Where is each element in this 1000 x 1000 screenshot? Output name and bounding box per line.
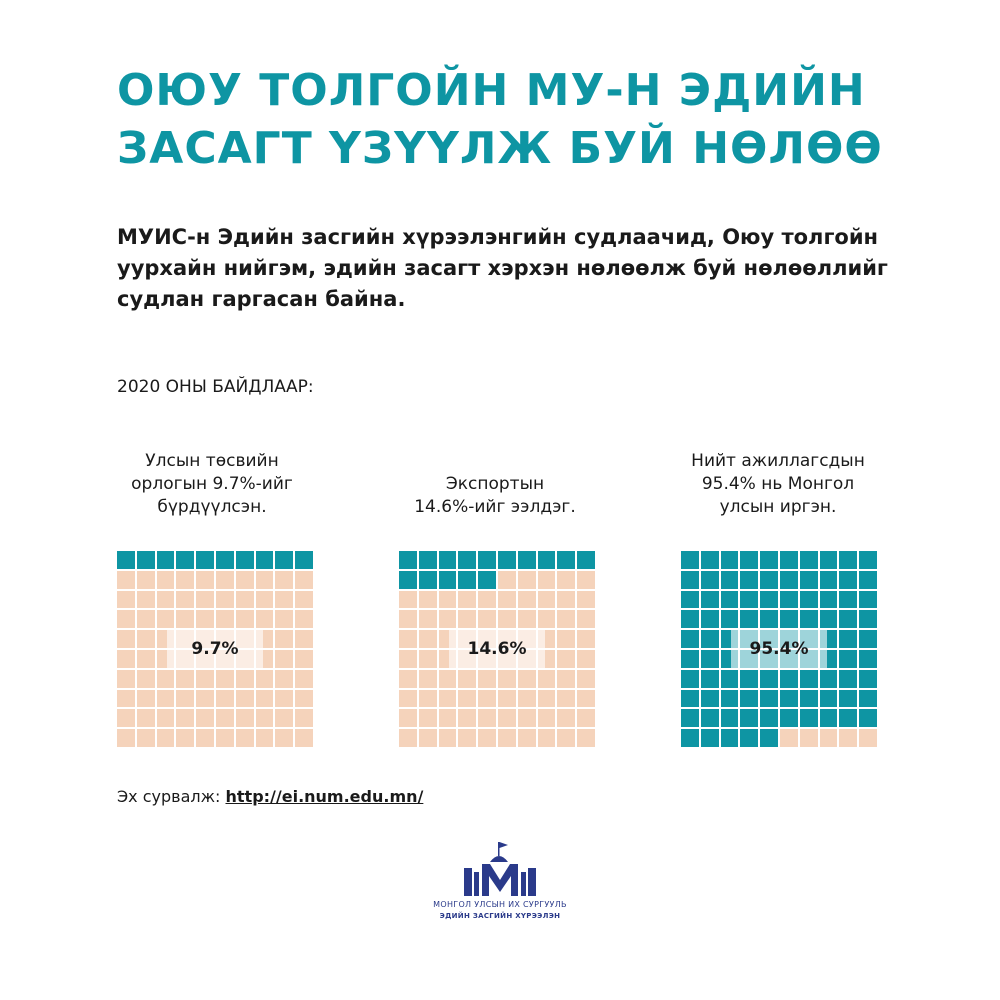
waffle-cell-empty bbox=[518, 709, 536, 727]
waffle-cell-empty bbox=[478, 690, 496, 708]
waffle-cell-empty bbox=[275, 630, 293, 648]
waffle-cell-empty bbox=[577, 591, 595, 609]
waffle-chart-budget bbox=[117, 551, 313, 747]
waffle-cell-empty bbox=[439, 709, 457, 727]
waffle-cell-empty bbox=[117, 610, 135, 628]
waffle-cell-empty bbox=[117, 690, 135, 708]
waffle-cell-empty bbox=[157, 610, 175, 628]
waffle-cell-filled bbox=[701, 670, 719, 688]
waffle-cell-filled bbox=[740, 610, 758, 628]
waffle-cell-empty bbox=[236, 591, 254, 609]
waffle-cell-filled bbox=[740, 690, 758, 708]
waffle-cell-empty bbox=[117, 709, 135, 727]
waffle-cell-empty bbox=[236, 670, 254, 688]
waffle-cell-empty bbox=[557, 650, 575, 668]
waffle-cell-empty bbox=[419, 610, 437, 628]
title-line-1: ОЮУ ТОЛГОЙН МУ-Н ЭДИЙН bbox=[117, 65, 866, 116]
waffle-cell-empty bbox=[538, 610, 556, 628]
waffle-cell-filled bbox=[820, 591, 838, 609]
waffle-cell-empty bbox=[256, 571, 274, 589]
waffle-cell-empty bbox=[196, 690, 214, 708]
caption-line: Улсын төсвийн bbox=[145, 451, 279, 471]
caption-line: Экспортын bbox=[445, 474, 545, 494]
waffle-cell-empty bbox=[157, 690, 175, 708]
waffle-cell-filled bbox=[157, 551, 175, 569]
waffle-cell-filled bbox=[740, 551, 758, 569]
waffle-cell-filled bbox=[780, 551, 798, 569]
waffle-cell-empty bbox=[498, 610, 516, 628]
waffle-cell-empty bbox=[275, 591, 293, 609]
waffle-cell-filled bbox=[701, 650, 719, 668]
waffle-cell-filled bbox=[859, 670, 877, 688]
waffle-cell-empty bbox=[498, 571, 516, 589]
waffle-cell-empty bbox=[518, 670, 536, 688]
waffle-cell-filled bbox=[681, 630, 699, 648]
waffle-cell-filled bbox=[839, 630, 857, 648]
waffle-chart-workforce bbox=[681, 551, 877, 747]
waffle-cell-empty bbox=[839, 729, 857, 747]
waffle-cell-filled bbox=[839, 709, 857, 727]
waffle-cell-empty bbox=[117, 650, 135, 668]
waffle-cell-empty bbox=[419, 709, 437, 727]
waffle-cell-empty bbox=[419, 690, 437, 708]
waffle-cell-filled bbox=[740, 670, 758, 688]
waffle-cell-filled bbox=[681, 650, 699, 668]
waffle-cell-empty bbox=[196, 571, 214, 589]
waffle-cell-empty bbox=[236, 729, 254, 747]
waffle-cell-empty bbox=[538, 571, 556, 589]
waffle-cell-filled bbox=[701, 729, 719, 747]
waffle-cell-empty bbox=[216, 709, 234, 727]
waffle-cell-filled bbox=[859, 650, 877, 668]
waffle-cell-empty bbox=[478, 610, 496, 628]
waffle-cell-filled bbox=[681, 690, 699, 708]
section-label: 2020 ОНЫ БАЙДЛААР: bbox=[117, 377, 314, 397]
waffle-cell-empty bbox=[577, 630, 595, 648]
waffle-cell-filled bbox=[236, 551, 254, 569]
waffle-cell-filled bbox=[760, 551, 778, 569]
waffle-cell-filled bbox=[839, 670, 857, 688]
waffle-cell-filled bbox=[256, 551, 274, 569]
waffle-cell-empty bbox=[478, 709, 496, 727]
waffle-cell-filled bbox=[117, 551, 135, 569]
waffle-cell-empty bbox=[295, 571, 313, 589]
waffle-cell-empty bbox=[216, 690, 234, 708]
waffle-cell-empty bbox=[557, 729, 575, 747]
waffle-cell-empty bbox=[458, 591, 476, 609]
waffle-cell-filled bbox=[721, 729, 739, 747]
waffle-cell-empty bbox=[800, 729, 818, 747]
waffle-cell-filled bbox=[721, 571, 739, 589]
waffle-cell-filled bbox=[439, 551, 457, 569]
waffle-cell-empty bbox=[820, 729, 838, 747]
waffle-cell-filled bbox=[820, 709, 838, 727]
waffle-cell-empty bbox=[176, 591, 194, 609]
waffle-cell-empty bbox=[419, 650, 437, 668]
waffle-cell-empty bbox=[518, 610, 536, 628]
waffle-cell-empty bbox=[557, 630, 575, 648]
waffle-cell-empty bbox=[196, 591, 214, 609]
waffle-cell-empty bbox=[295, 670, 313, 688]
waffle-cell-empty bbox=[399, 591, 417, 609]
waffle-cell-empty bbox=[498, 591, 516, 609]
waffle-cell-empty bbox=[439, 610, 457, 628]
caption-line: бүрдүүлсэн. bbox=[157, 497, 267, 517]
waffle-cell-empty bbox=[117, 571, 135, 589]
waffle-cell-empty bbox=[176, 571, 194, 589]
waffle-cell-empty bbox=[196, 709, 214, 727]
waffle-cell-filled bbox=[859, 571, 877, 589]
waffle-cell-filled bbox=[820, 690, 838, 708]
waffle-cell-filled bbox=[681, 709, 699, 727]
waffle-cell-empty bbox=[577, 690, 595, 708]
waffle-cell-filled bbox=[295, 551, 313, 569]
waffle-cell-filled bbox=[839, 591, 857, 609]
waffle-cell-empty bbox=[399, 650, 417, 668]
waffle-cell-filled bbox=[740, 571, 758, 589]
waffle-cell-empty bbox=[478, 591, 496, 609]
waffle-cell-empty bbox=[137, 610, 155, 628]
waffle-cell-empty bbox=[439, 670, 457, 688]
waffle-cell-empty bbox=[295, 630, 313, 648]
waffle-cell-empty bbox=[137, 729, 155, 747]
waffle-value-label: 95.4% bbox=[731, 629, 827, 669]
waffle-cell-empty bbox=[577, 650, 595, 668]
waffle-cell-empty bbox=[256, 591, 274, 609]
waffle-cell-filled bbox=[721, 690, 739, 708]
waffle-cell-empty bbox=[399, 670, 417, 688]
waffle-cell-filled bbox=[859, 630, 877, 648]
waffle-cell-empty bbox=[439, 591, 457, 609]
waffle-cell-filled bbox=[419, 571, 437, 589]
waffle-cell-filled bbox=[538, 551, 556, 569]
waffle-cell-empty bbox=[557, 571, 575, 589]
waffle-cell-empty bbox=[137, 709, 155, 727]
waffle-cell-filled bbox=[681, 591, 699, 609]
waffle-cell-empty bbox=[859, 729, 877, 747]
waffle-cell-empty bbox=[295, 610, 313, 628]
waffle-cell-filled bbox=[216, 551, 234, 569]
waffle-cell-empty bbox=[216, 571, 234, 589]
waffle-cell-filled bbox=[681, 670, 699, 688]
waffle-cell-empty bbox=[236, 610, 254, 628]
waffle-cell-empty bbox=[275, 571, 293, 589]
waffle-cell-empty bbox=[518, 729, 536, 747]
waffle-cell-empty bbox=[478, 729, 496, 747]
waffle-cell-filled bbox=[577, 551, 595, 569]
waffle-cell-filled bbox=[701, 709, 719, 727]
waffle-cell-filled bbox=[760, 670, 778, 688]
waffle-cell-filled bbox=[800, 670, 818, 688]
waffle-cell-filled bbox=[721, 591, 739, 609]
waffle-cell-filled bbox=[800, 551, 818, 569]
waffle-cell-filled bbox=[196, 551, 214, 569]
waffle-cell-empty bbox=[557, 591, 575, 609]
waffle-cell-filled bbox=[399, 551, 417, 569]
waffle-cell-filled bbox=[458, 571, 476, 589]
university-logo bbox=[390, 838, 610, 938]
waffle-cell-empty bbox=[577, 729, 595, 747]
waffle-cell-filled bbox=[820, 551, 838, 569]
waffle-cell-filled bbox=[780, 591, 798, 609]
waffle-cell-filled bbox=[800, 591, 818, 609]
waffle-cell-filled bbox=[740, 729, 758, 747]
logo-building-icon bbox=[458, 838, 542, 898]
waffle-cell-filled bbox=[557, 551, 575, 569]
waffle-cell-empty bbox=[478, 670, 496, 688]
waffle-cell-filled bbox=[839, 650, 857, 668]
waffle-cell-filled bbox=[800, 690, 818, 708]
waffle-cell-empty bbox=[557, 709, 575, 727]
waffle-value-label: 9.7% bbox=[167, 629, 263, 669]
waffle-cell-empty bbox=[458, 709, 476, 727]
waffle-cell-empty bbox=[196, 729, 214, 747]
waffle-cell-empty bbox=[458, 729, 476, 747]
waffle-cell-filled bbox=[780, 571, 798, 589]
waffle-cell-empty bbox=[157, 591, 175, 609]
waffle-cell-empty bbox=[176, 610, 194, 628]
waffle-cell-filled bbox=[820, 571, 838, 589]
source-prefix: Эх сурвалж: bbox=[117, 787, 226, 806]
waffle-cell-empty bbox=[256, 690, 274, 708]
waffle-cell-filled bbox=[859, 690, 877, 708]
waffle-cell-empty bbox=[399, 709, 417, 727]
caption-line: 95.4% нь Монгол bbox=[701, 474, 855, 494]
waffle-cell-empty bbox=[137, 630, 155, 648]
waffle-cell-empty bbox=[157, 571, 175, 589]
waffle-cell-empty bbox=[137, 591, 155, 609]
waffle-cell-empty bbox=[577, 610, 595, 628]
waffle-cell-empty bbox=[137, 670, 155, 688]
waffle-cell-empty bbox=[439, 729, 457, 747]
waffle-cell-filled bbox=[839, 610, 857, 628]
caption-line: Нийт ажиллагсдын bbox=[691, 451, 865, 471]
waffle-cell-filled bbox=[780, 670, 798, 688]
waffle-cell-empty bbox=[196, 670, 214, 688]
waffle-cell-empty bbox=[518, 591, 536, 609]
logo-institute-name: ЭДИЙН ЗАСГИЙН ХҮРЭЭЛЭН bbox=[439, 912, 561, 920]
waffle-cell-empty bbox=[295, 729, 313, 747]
stat-caption-budget bbox=[82, 450, 342, 519]
waffle-cell-empty bbox=[295, 591, 313, 609]
waffle-cell-filled bbox=[137, 551, 155, 569]
waffle-cell-filled bbox=[760, 591, 778, 609]
source-line bbox=[117, 787, 423, 806]
waffle-cell-empty bbox=[518, 571, 536, 589]
waffle-cell-empty bbox=[557, 610, 575, 628]
waffle-cell-filled bbox=[839, 551, 857, 569]
caption-line: орлогын 9.7%-ийг bbox=[131, 474, 293, 494]
waffle-cell-filled bbox=[176, 551, 194, 569]
waffle-cell-empty bbox=[236, 709, 254, 727]
page-title bbox=[117, 62, 937, 178]
source-link[interactable]: http://ei.num.edu.mn/ bbox=[225, 787, 424, 806]
waffle-cell-filled bbox=[760, 690, 778, 708]
waffle-cell-empty bbox=[557, 690, 575, 708]
waffle-cell-filled bbox=[721, 551, 739, 569]
waffle-cell-filled bbox=[820, 670, 838, 688]
waffle-cell-filled bbox=[740, 591, 758, 609]
waffle-cell-empty bbox=[137, 690, 155, 708]
stat-caption-export bbox=[365, 473, 625, 519]
waffle-cell-empty bbox=[498, 690, 516, 708]
waffle-cell-filled bbox=[721, 709, 739, 727]
waffle-cell-empty bbox=[538, 591, 556, 609]
waffle-cell-filled bbox=[681, 729, 699, 747]
waffle-cell-filled bbox=[478, 551, 496, 569]
waffle-cell-empty bbox=[256, 610, 274, 628]
waffle-cell-empty bbox=[216, 591, 234, 609]
waffle-cell-empty bbox=[577, 670, 595, 688]
waffle-cell-empty bbox=[557, 670, 575, 688]
waffle-cell-empty bbox=[256, 670, 274, 688]
waffle-cell-filled bbox=[859, 709, 877, 727]
waffle-cell-empty bbox=[498, 709, 516, 727]
waffle-cell-filled bbox=[760, 610, 778, 628]
waffle-cell-filled bbox=[780, 690, 798, 708]
waffle-value-label: 14.6% bbox=[449, 629, 545, 669]
waffle-cell-empty bbox=[275, 610, 293, 628]
waffle-cell-empty bbox=[216, 670, 234, 688]
waffle-cell-empty bbox=[399, 729, 417, 747]
waffle-cell-empty bbox=[458, 690, 476, 708]
waffle-cell-empty bbox=[498, 729, 516, 747]
waffle-cell-empty bbox=[399, 610, 417, 628]
waffle-cell-empty bbox=[157, 709, 175, 727]
logo-university-name: МОНГОЛ УЛСЫН ИХ СУРГУУЛЬ bbox=[433, 900, 567, 909]
waffle-cell-filled bbox=[839, 690, 857, 708]
waffle-cell-filled bbox=[399, 571, 417, 589]
waffle-cell-filled bbox=[681, 610, 699, 628]
waffle-cell-empty bbox=[577, 571, 595, 589]
waffle-cell-empty bbox=[538, 729, 556, 747]
waffle-cell-empty bbox=[236, 571, 254, 589]
waffle-cell-filled bbox=[859, 610, 877, 628]
waffle-cell-filled bbox=[701, 610, 719, 628]
waffle-cell-filled bbox=[721, 670, 739, 688]
title-line-2: ЗАСАГТ ҮЗҮҮЛЖ БУЙ НӨЛӨӨ bbox=[117, 123, 883, 174]
waffle-cell-empty bbox=[538, 709, 556, 727]
waffle-cell-empty bbox=[176, 729, 194, 747]
waffle-cell-filled bbox=[859, 551, 877, 569]
waffle-cell-filled bbox=[498, 551, 516, 569]
waffle-cell-empty bbox=[275, 690, 293, 708]
waffle-cell-filled bbox=[419, 551, 437, 569]
waffle-cell-filled bbox=[721, 610, 739, 628]
waffle-cell-empty bbox=[295, 650, 313, 668]
stat-caption-workforce bbox=[648, 450, 908, 519]
waffle-cell-empty bbox=[577, 709, 595, 727]
waffle-cell-empty bbox=[275, 650, 293, 668]
waffle-chart-export bbox=[399, 551, 595, 747]
waffle-cell-filled bbox=[760, 709, 778, 727]
waffle-cell-empty bbox=[538, 670, 556, 688]
waffle-cell-empty bbox=[439, 690, 457, 708]
waffle-cell-empty bbox=[275, 670, 293, 688]
waffle-cell-empty bbox=[157, 670, 175, 688]
waffle-cell-empty bbox=[780, 729, 798, 747]
waffle-cell-empty bbox=[236, 690, 254, 708]
waffle-cell-filled bbox=[275, 551, 293, 569]
waffle-cell-filled bbox=[701, 690, 719, 708]
caption-line: улсын иргэн. bbox=[719, 497, 837, 517]
waffle-cell-empty bbox=[157, 729, 175, 747]
waffle-cell-filled bbox=[701, 551, 719, 569]
waffle-cell-filled bbox=[701, 630, 719, 648]
waffle-cell-empty bbox=[419, 591, 437, 609]
waffle-cell-empty bbox=[176, 709, 194, 727]
waffle-cell-filled bbox=[760, 571, 778, 589]
intro-text: МУИС-н Эдийн засгийн хүрээлэнгийн судлаачид, Оюу толгойн уурхайн нийгэм, эдийн засагт хэрхэн нөлөөлж буй нөлөөллийг судлан гаргасан байна. bbox=[117, 225, 888, 311]
waffle-cell-empty bbox=[137, 571, 155, 589]
waffle-cell-filled bbox=[839, 571, 857, 589]
waffle-cell-empty bbox=[538, 690, 556, 708]
waffle-cell-filled bbox=[859, 591, 877, 609]
waffle-cell-empty bbox=[518, 690, 536, 708]
waffle-cell-empty bbox=[117, 670, 135, 688]
waffle-cell-empty bbox=[458, 670, 476, 688]
waffle-cell-empty bbox=[275, 729, 293, 747]
waffle-cell-empty bbox=[176, 690, 194, 708]
waffle-cell-empty bbox=[275, 709, 293, 727]
waffle-cell-empty bbox=[295, 709, 313, 727]
waffle-cell-filled bbox=[458, 551, 476, 569]
waffle-cell-filled bbox=[820, 610, 838, 628]
waffle-cell-empty bbox=[399, 630, 417, 648]
waffle-cell-filled bbox=[518, 551, 536, 569]
waffle-cell-empty bbox=[117, 729, 135, 747]
waffle-cell-filled bbox=[681, 551, 699, 569]
waffle-cell-filled bbox=[681, 571, 699, 589]
waffle-cell-empty bbox=[117, 630, 135, 648]
waffle-cell-filled bbox=[780, 709, 798, 727]
waffle-cell-empty bbox=[216, 729, 234, 747]
waffle-cell-filled bbox=[800, 571, 818, 589]
waffle-cell-filled bbox=[701, 571, 719, 589]
waffle-cell-empty bbox=[256, 709, 274, 727]
waffle-cell-empty bbox=[458, 610, 476, 628]
waffle-cell-empty bbox=[419, 630, 437, 648]
waffle-cell-empty bbox=[176, 670, 194, 688]
waffle-cell-empty bbox=[419, 729, 437, 747]
waffle-cell-empty bbox=[419, 670, 437, 688]
waffle-cell-empty bbox=[117, 591, 135, 609]
waffle-cell-filled bbox=[740, 709, 758, 727]
waffle-cell-empty bbox=[256, 729, 274, 747]
waffle-cell-filled bbox=[439, 571, 457, 589]
waffle-cell-filled bbox=[800, 610, 818, 628]
waffle-cell-filled bbox=[780, 610, 798, 628]
waffle-cell-empty bbox=[399, 690, 417, 708]
caption-line: 14.6%-ийг ээлдэг. bbox=[414, 497, 576, 517]
waffle-cell-empty bbox=[216, 610, 234, 628]
waffle-cell-empty bbox=[295, 690, 313, 708]
waffle-cell-empty bbox=[498, 670, 516, 688]
waffle-cell-empty bbox=[137, 650, 155, 668]
waffle-cell-filled bbox=[478, 571, 496, 589]
waffle-cell-empty bbox=[196, 610, 214, 628]
waffle-cell-filled bbox=[701, 591, 719, 609]
waffle-cell-filled bbox=[800, 709, 818, 727]
waffle-cell-filled bbox=[760, 729, 778, 747]
